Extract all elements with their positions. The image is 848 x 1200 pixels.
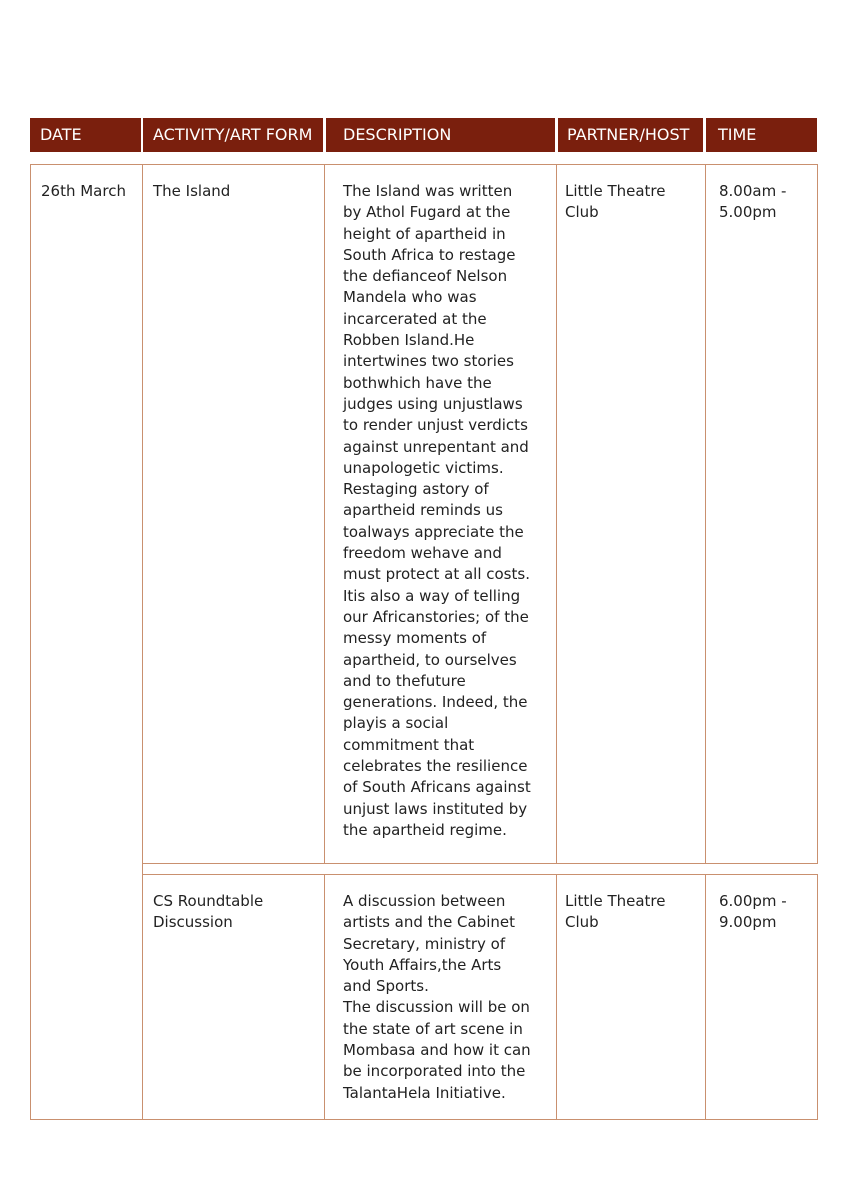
time-text: 8.00am - 5.00pm: [719, 182, 787, 222]
partner-cell: [556, 874, 706, 1120]
header-partner: PARTNER/HOST: [558, 118, 703, 152]
activity-text: The Island: [153, 182, 231, 200]
date-cell: [30, 164, 143, 1120]
activity-text: CS Roundtable Discussion: [153, 892, 264, 932]
partner-text: Little Theatre Club: [565, 182, 666, 222]
header-date: DATE: [30, 118, 141, 152]
activity-cell: [142, 874, 325, 1120]
time-cell: [705, 164, 818, 864]
description-text: The discussion will be on the state of art scene in Mombasa and how it can be incorporated into the TalantaHela Initiative.: [343, 998, 531, 1102]
time-text: 6.00pm - 9.00pm: [719, 892, 787, 932]
date-text: 26th March: [41, 182, 126, 200]
activity-cell: [142, 164, 325, 864]
partner-cell: [556, 164, 706, 864]
description-cell: [324, 164, 557, 864]
description-text: A discussion between artists and the Cabinet Secretary, ministry of Youth Affairs,the Arts and Sports.: [343, 892, 516, 996]
header-time: TIME: [706, 118, 817, 152]
header-description: DESCRIPTION: [326, 118, 555, 152]
description-text: The Island was written by Athol Fugard at the height of apartheid in South Africa to restage the defianceof Nelson Mandela who was incarcerated at the Robben Island.He intertwines two stories bothwhich have the judges using unjustlaws to render unjust verdicts against unrepentant and unapologetic victims. Restaging astory of apartheid reminds us toalways appreciate the freedom wehave and must protect at all costs. Itis also a way of telling our Africanstories; of the messy moments of apartheid, to ourselves and to thefuture generations. Indeed, the playis a social commitment that celebrates the resilience of South Africans against unjust laws instituted by the apartheid regime.: [343, 182, 531, 839]
header-activity: ACTIVITY/ART FORM: [143, 118, 323, 152]
description-cell: [324, 874, 557, 1120]
time-cell: [705, 874, 818, 1120]
partner-text: Little Theatre Club: [565, 892, 666, 932]
